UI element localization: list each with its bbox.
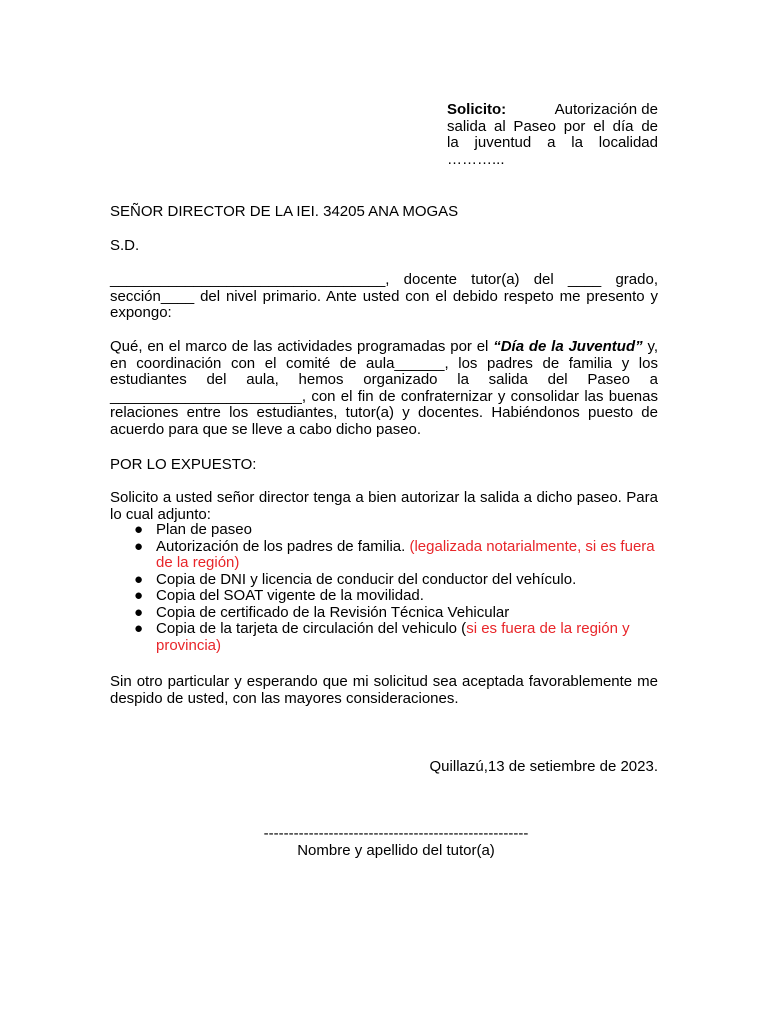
bullet-icon: ●	[134, 587, 144, 604]
attachment-text: Copia de la tarjeta de circulación del vehiculo (	[156, 620, 467, 637]
place-date: Quillazú,13 de setiembre de 2023.	[429, 758, 658, 775]
request-paragraph: Solicito a usted señor director tenga a bien autorizar la salida a dicho paseo. Para lo cual adjunto:	[110, 489, 658, 523]
body-paragraph	[110, 339, 658, 438]
attachment-text: Copia de DNI y licencia de conducir del conductor del vehículo.	[156, 570, 577, 588]
tutor-name-blank: _________________________________	[110, 271, 386, 288]
bullet-icon: ●	[134, 537, 144, 555]
expuesto-heading: POR LO EXPUESTO:	[110, 456, 257, 473]
attachment-text: Autorización de los padres de familia.	[156, 537, 406, 555]
subject-block	[447, 102, 658, 168]
destination-blank: _______________________	[110, 387, 302, 405]
subject-text-line4: ………...	[447, 150, 505, 168]
subject-text-line3: la juventud a la localidad	[447, 134, 658, 151]
list-item	[110, 539, 658, 572]
list-item	[110, 621, 658, 654]
subject-text-line1: Autorización de	[554, 101, 658, 118]
body-part1: Qué, en el marco de las actividades programadas por el	[110, 338, 489, 355]
grade-blank: ____	[567, 271, 602, 288]
list-item	[110, 605, 658, 622]
intro-part2: grado, sección	[110, 271, 658, 305]
intro-part3: del nivel primario. Ante usted con el debido respeto me presento y expongo:	[110, 287, 658, 321]
body-part2: y, en coordinación con el comité de aula	[110, 338, 659, 372]
bullet-icon: ●	[134, 570, 144, 588]
aula-blank: ______	[394, 354, 445, 372]
signature-name: Nombre y apellido del tutor(a)	[297, 842, 495, 859]
bullet-icon: ●	[134, 620, 144, 637]
salutation: S.D.	[110, 237, 140, 254]
intro-part1: , docente tutor(a) del	[385, 271, 554, 288]
attachment-note: si es fuera de la región y provincia)	[156, 620, 630, 654]
list-item	[110, 522, 658, 539]
addressee: SEÑOR DIRECTOR DE LA IEI. 34205 ANA MOGAS	[110, 203, 459, 220]
attachment-note: (legalizada notarialmente, si es fuera de la región)	[156, 537, 655, 571]
list-item	[110, 588, 658, 605]
attachment-text: Copia del SOAT vigente de la movilidad.	[156, 587, 424, 604]
section-blank: ____	[160, 287, 195, 305]
bullet-icon: ●	[134, 521, 144, 538]
bullet-icon: ●	[134, 603, 144, 621]
attachments-list	[110, 522, 658, 654]
body-part3: , los padres de familia y los estudiantes del aula, hemos organizado la salida del Paseo a	[110, 354, 658, 388]
closing-paragraph: Sin otro particular y esperando que mi solicitud sea aceptada favorablemente me despido de usted, con las mayores consideraciones.	[110, 673, 658, 707]
list-item	[110, 572, 658, 589]
attachment-text: Plan de paseo	[156, 521, 252, 538]
intro-paragraph	[110, 272, 658, 322]
subject-label: Solicito:	[447, 101, 507, 118]
event-name: “Día de la Juventud”	[493, 338, 643, 355]
subject-text-line2: salida al Paseo por el día de	[447, 117, 658, 135]
signature-line: -----------------------------------------------------	[263, 826, 529, 842]
body-part4: , con el fin de confraternizar y consolidar las buenas relaciones entre los estudiantes, tutor(a) y docentes. Habiéndonos puesto de acuerdo para que se lleve a cabo dicho paseo.	[110, 387, 658, 438]
attachment-text: Copia de certificado de la Revisión Técnica Vehicular	[156, 603, 510, 621]
